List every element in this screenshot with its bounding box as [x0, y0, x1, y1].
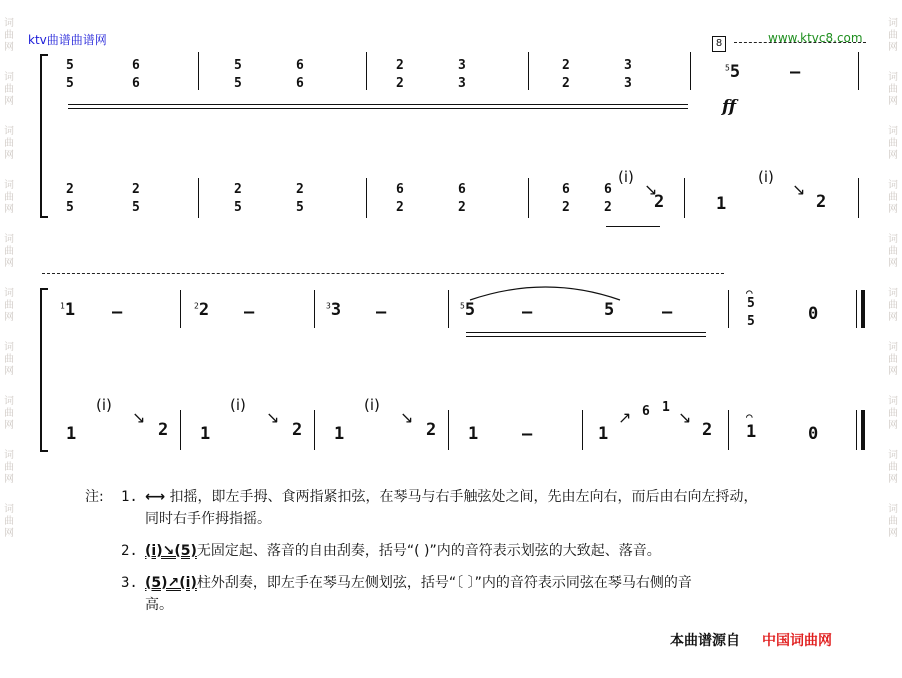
- note: 2: [426, 420, 437, 440]
- source-site-link[interactable]: 中国词曲网: [762, 633, 832, 649]
- barline: [314, 290, 315, 328]
- note: 1: [716, 194, 727, 214]
- note: 2: [458, 200, 466, 215]
- tremolo-line: [606, 226, 660, 227]
- grace-paren-note: (i): [758, 168, 774, 186]
- barline: [180, 290, 181, 328]
- note: 6: [604, 182, 612, 197]
- note: 2: [604, 200, 612, 215]
- footnote-text: (5)↗(i)柱外刮奏，即左手在琴马左侧划弦，括号“〔 〕”内的音符表示同弦在琴马右侧的音: [145, 575, 692, 591]
- footnote-2: [85, 540, 875, 562]
- note: 5: [747, 314, 755, 329]
- footnote-label: 注:: [85, 489, 104, 505]
- note: 6: [132, 58, 140, 73]
- side-watermark-text: 词 曲 网: [4, 18, 14, 53]
- note: 6: [132, 76, 140, 91]
- dynamic-marking: ff: [722, 97, 737, 117]
- dash-sustain: –: [244, 302, 255, 322]
- glide-arrow-icon: ↘: [644, 180, 658, 199]
- glide-arrow-icon: ↘: [678, 408, 692, 427]
- note: 6: [296, 58, 304, 73]
- final-barline: [856, 410, 857, 450]
- note: 5: [234, 200, 242, 215]
- side-watermark-text: 词 曲 网: [4, 396, 14, 431]
- side-watermark-text: 词 曲 网: [4, 126, 14, 161]
- footnote-text: (i)↘(5)无固定起、落音的自由刮奏，括号“( )”内的音符表示划弦的大致起、落音。: [145, 543, 661, 559]
- side-watermark-text: 词 曲 网: [888, 342, 898, 377]
- side-watermark-text: 词 曲 网: [4, 180, 14, 215]
- note: 5: [747, 296, 755, 311]
- footnote-3: [85, 572, 875, 594]
- note: 1: [598, 424, 609, 444]
- note: 2: [234, 182, 242, 197]
- tremolo-line: [68, 108, 688, 109]
- grace-paren-note: (i): [96, 396, 112, 414]
- dash-sustain: –: [522, 302, 533, 322]
- note: 6: [562, 182, 570, 197]
- note: $^1$1: [60, 300, 76, 320]
- barline: [448, 410, 449, 450]
- footnote-text: ⟷ 扣摇，即左手拇、食两指紧扣弦，在琴马与右手触弦处之间，先由左向右，而后由右向左捋动，: [145, 489, 758, 505]
- final-barline-thick: [861, 410, 865, 450]
- barline: [858, 52, 859, 90]
- final-barline-thick: [861, 290, 865, 328]
- note: 3: [458, 58, 466, 73]
- system1-bracket: [40, 54, 48, 218]
- ottava-dash-line: [734, 42, 866, 43]
- glide-arrow-icon: ↘: [266, 408, 280, 427]
- note: 5: [66, 58, 74, 73]
- note: 1: [200, 424, 211, 444]
- note: 5: [66, 76, 74, 91]
- side-watermark-text: 词 曲 网: [4, 504, 14, 539]
- rest-zero: 0: [808, 304, 819, 324]
- glide-arrow-icon: ↘: [400, 408, 414, 427]
- side-watermark-text: 词 曲 网: [4, 288, 14, 323]
- note: 5: [604, 300, 615, 320]
- side-watermark-text: 词 曲 网: [888, 126, 898, 161]
- side-watermark-text: 词 曲 网: [4, 450, 14, 485]
- barline: [690, 52, 691, 90]
- note: 6: [296, 76, 304, 91]
- footnote-number: 2.: [121, 543, 138, 559]
- dash-sustain: –: [112, 302, 123, 322]
- tremolo-line: [466, 332, 706, 333]
- note: 5: [66, 200, 74, 215]
- barline: [314, 410, 315, 450]
- note: 2: [132, 182, 140, 197]
- barline: [180, 410, 181, 450]
- side-watermark-text: 词 曲 网: [4, 234, 14, 269]
- note: 3: [458, 76, 466, 91]
- system-divider-dashed: [42, 273, 724, 274]
- side-watermark-left: [0, 0, 18, 678]
- side-watermark-text: 词 曲 网: [4, 72, 14, 107]
- note: 2: [396, 200, 404, 215]
- dash-sustain: –: [790, 62, 801, 82]
- side-watermark-text: 词 曲 网: [888, 450, 898, 485]
- note: 2: [396, 76, 404, 91]
- side-watermark-text: 词 曲 网: [888, 72, 898, 107]
- side-watermark-right: [884, 0, 902, 678]
- barline: [728, 410, 729, 450]
- footnote-1-cont: 同时右手作拇指摇。: [145, 511, 271, 527]
- dash-sustain: –: [662, 302, 673, 322]
- tremolo-line: [68, 104, 688, 105]
- note: 2: [816, 192, 827, 212]
- note: 3: [624, 76, 632, 91]
- slur-tie: [466, 280, 626, 304]
- barline: [198, 178, 199, 218]
- side-watermark-text: 词 曲 网: [888, 180, 898, 215]
- barline: [528, 52, 529, 90]
- footnote-1: [85, 486, 875, 508]
- watermark-site-left: ktv曲谱曲谱网: [28, 33, 107, 47]
- note: 2: [654, 192, 665, 212]
- note: 6: [458, 182, 466, 197]
- footnote-number: 1.: [121, 489, 138, 505]
- note: 3: [624, 58, 632, 73]
- barline: [528, 178, 529, 218]
- barline: [684, 178, 685, 218]
- source-prefix: 本曲谱源自: [670, 633, 740, 649]
- note: 2: [702, 420, 713, 440]
- final-barline: [856, 290, 857, 328]
- footnote-3-cont: 高。: [145, 597, 173, 613]
- note: 2: [296, 182, 304, 197]
- footnotes: [85, 486, 875, 616]
- note: 2: [292, 420, 303, 440]
- dash-sustain: –: [376, 302, 387, 322]
- system2-bracket: [40, 288, 48, 452]
- note: 2: [66, 182, 74, 197]
- barline: [448, 290, 449, 328]
- glide-arrow-icon: ↘: [792, 180, 806, 199]
- source-credit: [670, 630, 832, 650]
- note: 5: [296, 200, 304, 215]
- barline: [366, 52, 367, 90]
- side-watermark-text: 词 曲 网: [888, 396, 898, 431]
- barline: [858, 178, 859, 218]
- note: 1: [746, 422, 757, 442]
- fermata-icon: ⌒: [746, 286, 753, 299]
- tremolo-line: [466, 336, 706, 337]
- side-watermark-text: 词 曲 网: [888, 18, 898, 53]
- note: 2: [396, 58, 404, 73]
- note: 1: [334, 424, 345, 444]
- barline: [728, 290, 729, 328]
- ottava-marker: 8: [712, 36, 726, 52]
- grace-paren-note: (i): [230, 396, 246, 414]
- barline: [198, 52, 199, 90]
- side-watermark-text: 词 曲 网: [4, 342, 14, 377]
- note: 2: [158, 420, 169, 440]
- note: 5: [234, 58, 242, 73]
- side-watermark-text: 词 曲 网: [888, 234, 898, 269]
- dash-sustain: –: [522, 424, 533, 444]
- note: $^3$3: [326, 300, 342, 320]
- footnote-number: 3.: [121, 575, 138, 591]
- note: 2: [562, 76, 570, 91]
- glide-arrow-icon: ↘: [132, 408, 146, 427]
- note: 2: [562, 200, 570, 215]
- note: 5: [132, 200, 140, 215]
- fermata-icon: ⌒: [746, 410, 753, 423]
- note-last-top: $^5$5: [725, 62, 741, 82]
- barline: [366, 178, 367, 218]
- note: 1: [468, 424, 479, 444]
- note: $^2$2: [194, 300, 210, 320]
- note: 1: [66, 424, 77, 444]
- side-watermark-text: 词 曲 网: [888, 288, 898, 323]
- note: 6: [396, 182, 404, 197]
- note: 6: [642, 404, 650, 419]
- note: $^5$5: [460, 300, 476, 320]
- rest-zero: 0: [808, 424, 819, 444]
- side-watermark-text: 词 曲 网: [888, 504, 898, 539]
- note: 2: [562, 58, 570, 73]
- grace-paren-note: (i): [618, 168, 634, 186]
- glide-arrow-up-icon: ↗: [618, 408, 632, 427]
- watermark-site-right: www.ktvc8.com: [768, 31, 863, 45]
- barline: [582, 410, 583, 450]
- note: 1: [662, 400, 670, 415]
- grace-paren-note: (i): [364, 396, 380, 414]
- note: 5: [234, 76, 242, 91]
